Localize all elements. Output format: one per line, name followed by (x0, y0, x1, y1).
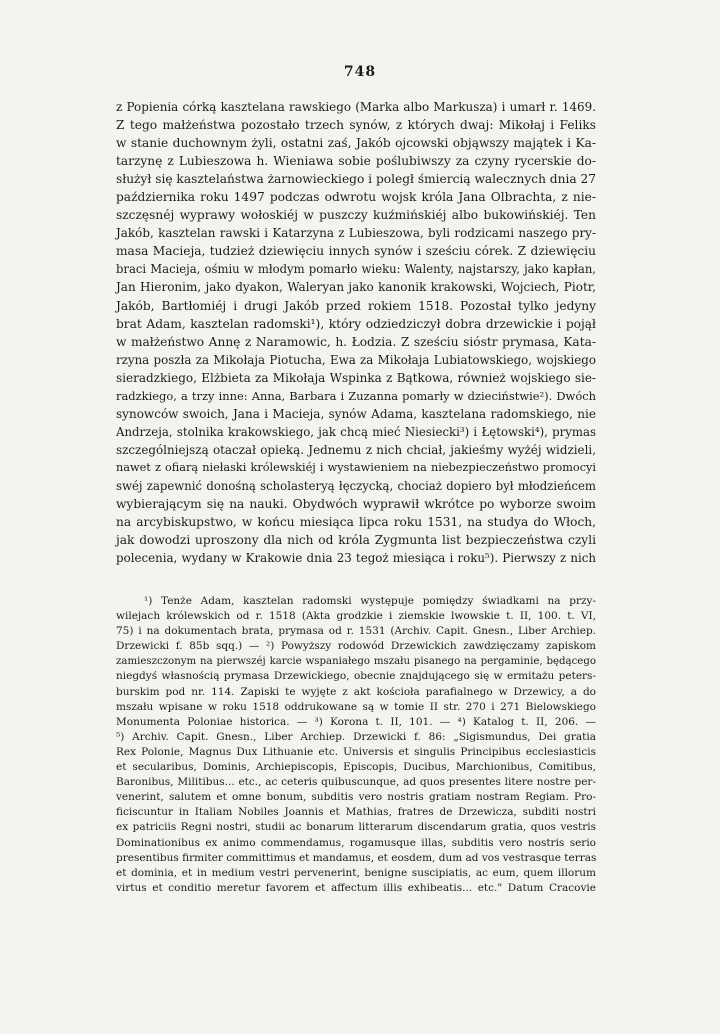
body-line: Andrzeja, stolnika krakowskiego, jak chcą mieć Niesiecki³) i Łętowski⁴), prymas (116, 424, 596, 439)
body-line: szczególniejszą otaczał opieką. Jednemu z nich chciał, jakieśmy wyżéj widzieli, (116, 442, 596, 457)
footnote-line: Monumenta Poloniae historica. — ³) Korona t. II, 101. — ⁴) Katalog t. II, 206. — (116, 715, 596, 728)
body-line: Jan Hieronim, jako dyakon, Waleryan jako kanonik krakowski, Wojciech, Piotr, (116, 280, 596, 295)
body-line: polecenia, wydany w Krakowie dnia 23 tegoż miesiąca i roku⁵). Pierwszy z nich (116, 551, 596, 566)
body-line: sieradzkiego, Elżbieta za Mikołaja Wspinka z Bątkowa, również wojskiego sie- (116, 370, 596, 385)
footnote-line: ¹) Tenże Adam, kasztelan radomski występuje pomiędzy świadkami na przy- (144, 595, 596, 607)
body-line: braci Macieja, ośmiu w młodym pomarło wieku: Walenty, najstarszy, jako kapłan, (116, 262, 596, 277)
body-line: swéj zapewnić donośną scholasteryą łęczycką, chociaż dopiero był młodzieńcem (116, 478, 596, 493)
body-line: służył się kasztelaństwa żarnowieckiego i poległ śmiercią walecznych dnia 27 (116, 172, 596, 187)
footnote-line: 75) i na dokumentach brata, prymasa od r. 1531 (Archiv. Capit. Gnesn., Liber Archiep. (116, 625, 596, 638)
body-text (116, 98, 596, 567)
body-line: brat Adam, kasztelan radomski¹), który odziedziczył dobra drzewickie i pojął (116, 316, 596, 331)
footnote-line: burskim pod nr. 114. Zapiski te wyjęte z akt kościoła parafialnego w Drzewicy, a do (116, 685, 596, 698)
body-line: wybierającym się na nauki. Obydwóch wyprawił wkrótce po wyborze swoim (116, 497, 596, 512)
footnote-line: Rex Polonie, Magnus Dux Lithuanie etc. Universis et singulis Principibus ecclesiasticis (116, 745, 596, 758)
page-number: 748 (343, 64, 377, 80)
footnote-line: ficiscuntur in Italiam Nobiles Joannis et Mathias, fratres de Drzewicza, subditi nostri (116, 806, 596, 819)
footnote-line: Dominationibus ex animo commendamus, rogamusque illas, subditis vero nostris serio (116, 836, 596, 849)
body-line: Jakób, Bartłomiéj i drugi Jakób przed rokiem 1518. Pozostał tylko jedyny (116, 298, 596, 313)
footnote-line: Baronibus, Militibus... etc., ac ceteris quibuscunque, ad quos presentes litere nostre per- (116, 776, 596, 789)
footnote-line: zamieszczonym na pierwszéj karcie wspaniałego mszału pisanego na pergaminie, będącego (116, 656, 596, 668)
body-line: nawet z ofiarą niełaski królewskiéj i wystawieniem na niebezpieczeństwo promocyi (116, 460, 596, 474)
body-line: rzyna poszła za Mikołaja Piotucha, Ewa za Mikołaja Lubiatowskiego, wojskiego (116, 352, 596, 367)
footnote-line: Drzewicki f. 85b sqq.) — ²) Powyższy rodowód Drzewickich zawdzięczamy zapiskom (116, 640, 596, 653)
body-line: Z tego małżeństwa pozostało trzech synów, z których dwaj: Mikołaj i Feliks (116, 118, 596, 133)
footnotes (116, 594, 596, 896)
body-line: w małżeństwo Annę z Naramowic, h. Łodzia. Z sześciu sióstr prymasa, Kata- (116, 334, 596, 349)
body-line: w stanie duchownym żyli, ostatni zaś, Jakób ojcowski objąwszy majątek i Ka- (116, 136, 596, 151)
body-line: jak dowodzi uproszony dla nich od króla Zygmunta list bezpieczeństwa czyli (116, 533, 596, 548)
body-line: synowców swoich, Jana i Macieja, synów Adama, kasztelana radomskiego, nie (116, 406, 596, 421)
footnote-line: et dominia, et in medium vestri pervenerint, benigne suscipiatis, ac eum, quem illorum (116, 866, 596, 879)
body-line: tarzynę z Lubieszowa h. Wieniawa sobie poślubiwszy za czyny rycerskie do- (116, 154, 596, 169)
footnote-line: et secularibus, Dominis, Archiepiscopis, Episcopis, Ducibus, Marchionibus, Comitibus, (116, 761, 596, 774)
footnote-line: presentibus firmiter committimus et mandamus, et eosdem, dum ad vos vestrasque terras (116, 851, 597, 864)
footnote-line: ⁵) Archiv. Capit. Gnesn., Liber Archiep. Drzewicki f. 86: „Sigismundus, Dei gratia (116, 730, 596, 743)
footnote-line: ex patriciis Regni nostri, studii ac bonarum litterarum discendarum gratia, quos vestris (116, 821, 596, 834)
footnote-line: venerint, salutem et omne bonum, subditis vero nostris gratiam nostram Regiam. Pro- (116, 791, 596, 804)
body-line: masa Macieja, tudzież dziewięciu innych synów i sześciu córek. Z dziewięciu (116, 244, 596, 259)
footnote-line: wilejach królewskich od r. 1518 (Akta grodzkie i ziemskie lwowskie t. II, 100. t. VI, (116, 610, 596, 623)
footnote-line: virtus et conditio meretur favorem et affectum illis exhibeatis... etc." Datum Cracovie (116, 881, 596, 894)
body-line: października roku 1497 podczas odwrotu wojsk króla Jana Olbrachta, z nie- (116, 190, 596, 205)
footnote-line: mszału wpisane w roku 1518 oddrukowane są w tomie II str. 270 i 271 Bielowskiego (116, 700, 596, 713)
body-line: z Popienia córką kasztelana rawskiego (Marka albo Markusza) i umarł r. 1469. (116, 100, 596, 114)
body-line: szczęsnéj wyprawy wołoskiéj w puszczy kuźmińskiéj albo bukowińskiéj. Ten (116, 208, 596, 223)
body-line: Jakób, kasztelan rawski i Katarzyna z Lubieszowa, byli rodzicami naszego pry- (116, 226, 596, 241)
body-line: na arcybiskupstwo, w końcu miesiąca lipca roku 1531, na studya do Włoch, (116, 515, 596, 530)
body-line: radzkiego, a trzy inne: Anna, Barbara i Zuzanna pomarły w dzieciństwie²). Dwóch (116, 388, 596, 403)
footnote-line: niegdyś własnością prymasa Drzewickiego, obecnie znajdującego się w ermitażu peters- (116, 670, 596, 683)
